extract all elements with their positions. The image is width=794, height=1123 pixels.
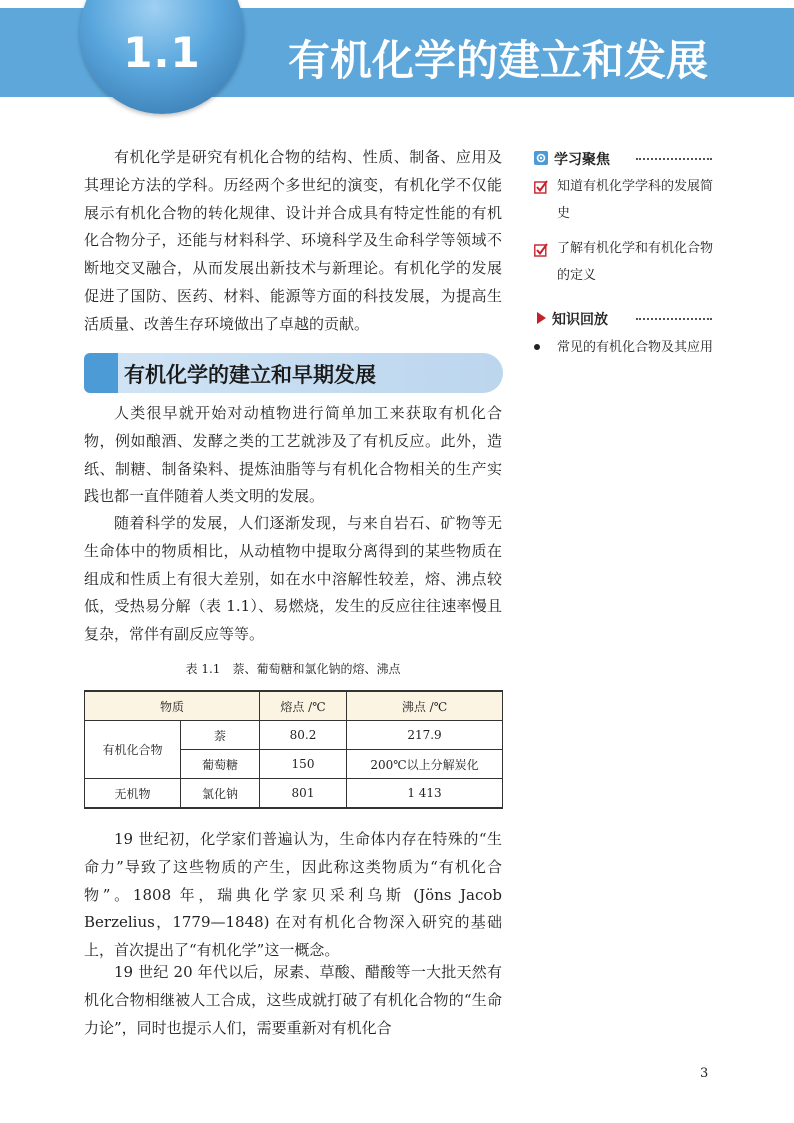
header-boiling: 沸点 /℃ xyxy=(347,691,503,721)
cell-name: 葡萄糖 xyxy=(181,750,260,779)
play-arrow-icon xyxy=(534,311,548,325)
group-organic: 有机化合物 xyxy=(85,721,181,779)
checkbox-icon xyxy=(534,243,548,257)
cell-melting: 150 xyxy=(260,750,347,779)
header-substance: 物质 xyxy=(85,691,260,721)
cell-melting: 80.2 xyxy=(260,721,347,750)
cell-name: 氯化钠 xyxy=(181,779,260,809)
review-title: 知识回放 xyxy=(552,312,608,328)
page-number: 3 xyxy=(700,1066,709,1081)
body-paragraph: 19 世纪初，化学家们普遍认为，生命体内存在特殊的“生命力”导致了这些物质的产生，因此称这类物质为“有机化合物”。1808 年，瑞典化学家贝采利乌斯 (Jöns Jacob Berzelius，1779—1848) 在对有机化合物深入研究的基础上，首次提出了“有机化学”这一概念。 xyxy=(84,830,502,960)
focus-item: 知道有机化学学科的发展简史 xyxy=(557,179,714,221)
checkbox-icon xyxy=(534,180,548,194)
cell-boiling: 217.9 xyxy=(347,721,503,750)
bullet-icon xyxy=(532,342,542,352)
intro-paragraph: 有机化学是研究有机化合物的结构、性质、制备、应用及其理论方法的学科。历经两个多世纪的演变，有机化学不仅能展示有机化合物的转化规律、设计并合成具有特定性能的有机化合物分子，还能与材料科学、环境科学及生命科学等领域不断地交叉融合，从而发展出新技术与新理论。有机化学的发展促进了国防、医药、材料、能源等方面的科技发展，为提高生活质量、改善生存环境做出了卓越的贡献。 xyxy=(84,148,502,333)
section-heading: 有机化学的建立和早期发展 xyxy=(124,363,376,387)
body-paragraph: 19 世纪 20 年代以后，尿素、草酸、醋酸等一大批天然有机化合物相继被人工合成，这些成就打破了有机化合物的“生命力论”，同时也提示人们，需要重新对有机化合 xyxy=(84,963,502,1037)
chapter-title: 有机化学的建立和发展 xyxy=(288,36,709,85)
cell-melting: 801 xyxy=(260,779,347,809)
table-row xyxy=(85,721,503,750)
focus-icon xyxy=(534,151,548,165)
table-header-row xyxy=(85,691,503,721)
review-item: 常见的有机化合物及其应用 xyxy=(557,340,714,355)
focus-item: 了解有机化学和有机化合物的定义 xyxy=(557,241,714,283)
focus-title: 学习聚焦 xyxy=(554,152,610,168)
cell-name: 萘 xyxy=(181,721,260,750)
table-caption: 表 1.1 萘、葡萄糖和氯化钠的熔、沸点 xyxy=(185,662,401,676)
dotted-rule xyxy=(636,318,712,320)
table-row xyxy=(85,779,503,809)
header-melting: 熔点 /℃ xyxy=(260,691,347,721)
body-paragraph: 随着科学的发展，人们逐渐发现，与来自岩石、矿物等无生命体中的物质相比，从动植物中提取分离得到的某些物质在组成和性质上有很大差别，如在水中溶解性较差，熔、沸点较低，受热易分解（表 1.1）、易燃烧，发生的反应往往速率慢且复杂，常伴有副反应等等。 xyxy=(84,514,502,644)
dotted-rule xyxy=(636,158,712,160)
group-inorganic: 无机物 xyxy=(85,779,181,809)
section-number: 1.1 xyxy=(123,28,201,77)
cell-boiling: 200℃以上分解炭化 xyxy=(347,750,503,779)
melting-boiling-table xyxy=(84,690,503,809)
cell-boiling: 1 413 xyxy=(347,779,503,809)
body-paragraph: 人类很早就开始对动植物进行简单加工来获取有机化合物，例如酿酒、发酵之类的工艺就涉及了有机反应。此外，造纸、制糖、制备染料、提炼油脂等与有机化合物相关的生产实践也都一直伴随着人类文明的发展。 xyxy=(84,404,502,506)
